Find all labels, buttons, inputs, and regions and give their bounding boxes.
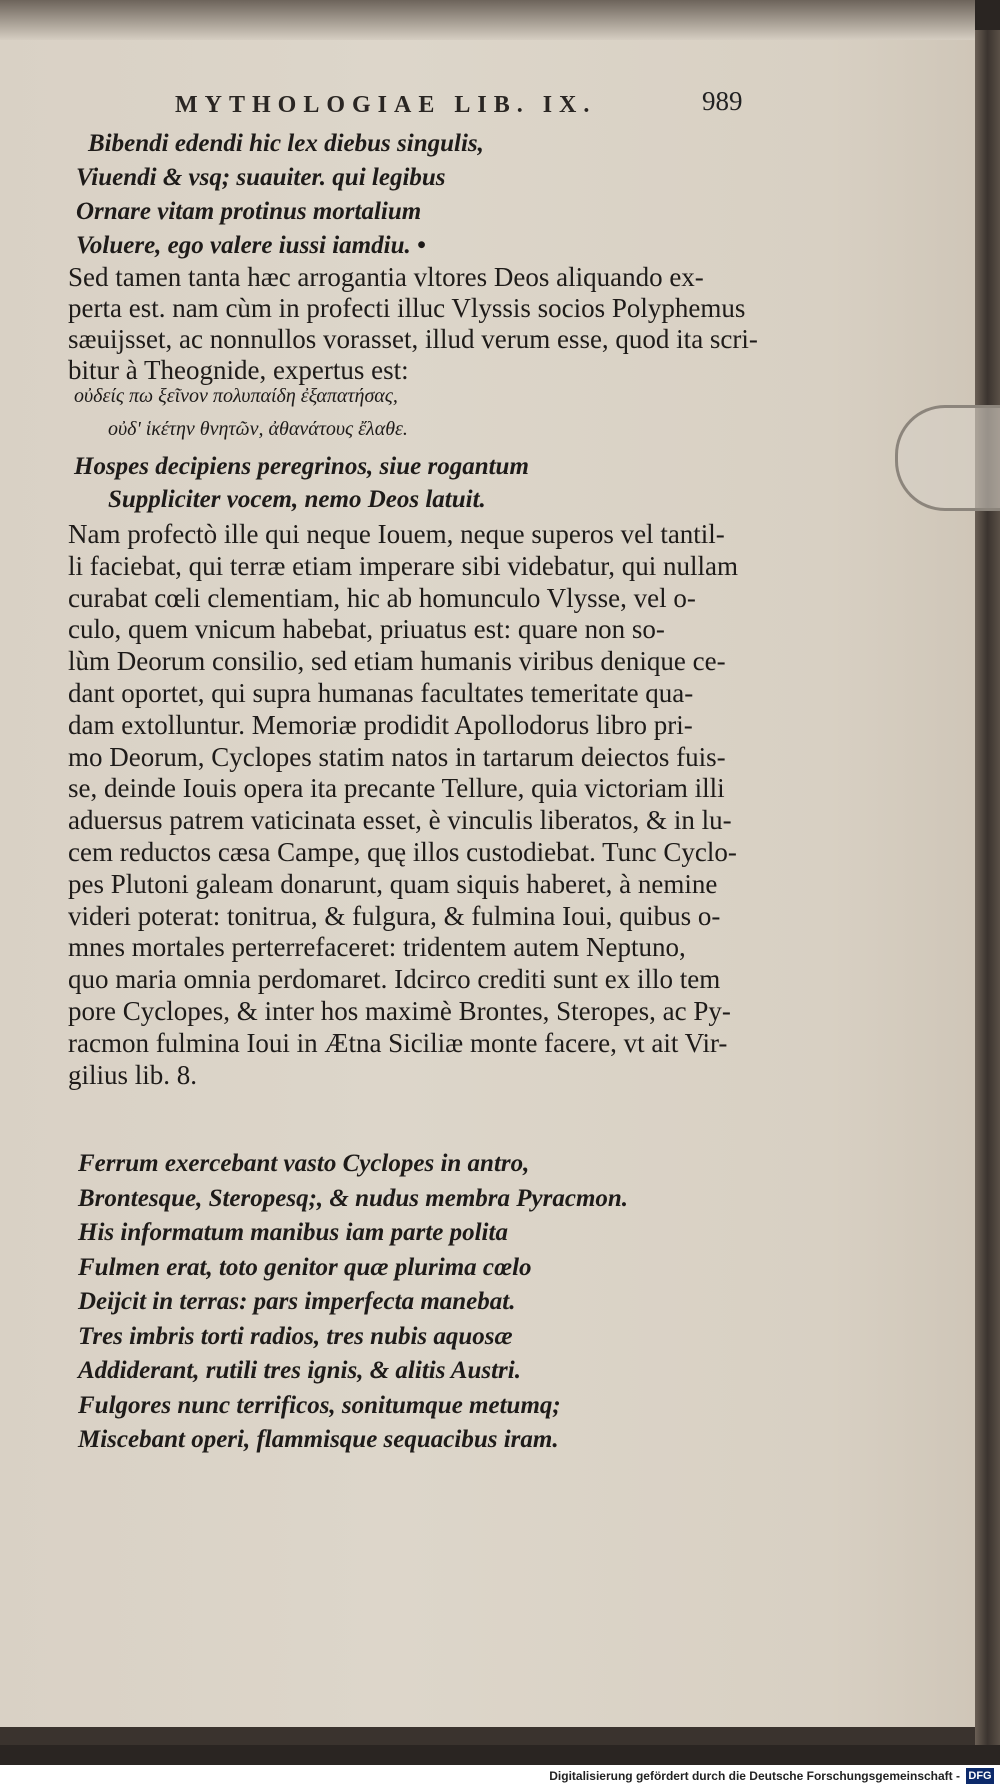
prose2-line: dam extolluntur. Memoriæ prodidit Apollodorus libro pri- [68,709,693,740]
prose2-line: mnes mortales perterrefaceret: tridentem autem Neptuno, [68,932,686,963]
prose1-line: sæuijsset, ac nonnullos vorasset, illud verum esse, quod ita scri- [68,324,758,354]
verse3-line: Ferrum exercebant vasto Cyclopes in antro, [78,1150,530,1177]
verse1-line: Bibendi edendi hic lex diebus singulis, [88,130,484,157]
verse2-line: Suppliciter vocem, nemo Deos latuit. [108,486,486,513]
verse3-line: Fulgores nunc terrificos, sonitumque metumq; [78,1391,561,1419]
prose2-line: pore Cyclopes, & inter hos maximè Brontes, Steropes, ac Py- [68,996,731,1026]
running-title: MYTHOLOGIAE LIB. IX. [175,92,597,118]
prose1-line: Sed tamen tanta hæc arrogantia vltores Deos aliquando ex- [68,262,704,292]
verse1-line: Viuendi & vsq; suauiter. qui legibus [76,164,446,191]
verse3-line: Deijcit in terras: pars imperfecta manebat. [78,1288,516,1315]
prose2-line: Nam profectò ille qui neque Iouem, neque superos vel tantil- [68,519,725,549]
prose2-line: gilius lib. 8. [68,1059,198,1090]
prose2-line: culo, quem vnicum habebat, priuatus est: quare non so- [68,614,665,645]
funding-credit: Digitalisierung gefördert durch die Deutsche Forschungsgemeinschaft - [549,1769,960,1783]
verse3-line: Miscebant operi, flammisque sequacibus iram. [78,1426,559,1453]
prose2-line: se, deinde Iouis opera ita precante Tellure, quia victoriam illi [68,773,725,804]
prose2-line: quo maria omnia perdomaret. Idcirco crediti sunt ex illo tem [68,964,721,995]
prose2-line: dant oportet, qui supra humanas facultates temeritate qua- [68,678,694,708]
prose2-line: pes Plutoni galeam donarunt, quam siquis haberet, à nemine [68,868,718,899]
prose2-line: videri poterat: tonitrua, & fulgura, & fulmina Ioui, quibus o- [68,900,721,931]
footer-bar [0,1765,1000,1789]
prose2-line: li faciebat, qui terræ etiam imperare sibi videbatur, qui nullam [68,550,738,581]
page-number: 989 [702,86,743,116]
prose2-line: curabat cœli clementiam, hic ab homunculo Vlysse, vel o- [68,582,696,613]
page-top-shadow [0,0,975,40]
verse1-line: Voluere, ego valere iussi iamdiu. • [76,232,426,259]
prose2-line: cem reductos cæsa Campe, quę illos custodiebat. Tunc Cyclo- [68,837,737,867]
prose2-line: mo Deorum, Cyclopes statim natos in tartarum deiectos fuis- [68,741,726,772]
verse3-line: Fulmen erat, toto genitor quæ plurima cœlo [78,1253,532,1281]
page-clip [895,405,1000,511]
prose1-line: perta est. nam cùm in profecti illuc Vlyssis socios Polyphemus [68,293,746,323]
prose2-line: aduersus patrem vaticinata esset, è vinculis liberatos, & in lu- [68,805,732,836]
greek-line: οὐδ' ἱκέτην θνητῶν, ἀθανάτους ἔλαθε. [108,418,408,440]
greek-line: οὐδείς πω ξεῖνον πολυπαίδη ἐξαπατήσας, [74,385,398,407]
verse3-line: Brontesque, Steropesq;, & nudus membra Pyracmon. [78,1184,629,1212]
verse2-line: Hospes decipiens peregrinos, siue rogantum [74,453,529,480]
verse3-line: His informatum manibus iam parte polita [78,1219,508,1246]
prose2-line: lùm Deorum consilio, sed etiam humanis viribus denique ce- [68,646,726,677]
verse3-line: Addiderant, rutili tres ignis, & alitis Austri. [78,1357,521,1384]
prose2-line: racmon fulmina Ioui in Ætna Siciliæ monte facere, vt ait Vir- [68,1027,728,1058]
dfg-logo: DFG [966,1768,994,1784]
verse1-line: Ornare vitam protinus mortalium [76,198,422,225]
book-edge [975,30,1000,1745]
prose1-line: bitur à Theognide, expertus est: [68,355,409,385]
verse3-line: Tres imbris torti radios, tres nubis aquosæ [78,1322,513,1350]
